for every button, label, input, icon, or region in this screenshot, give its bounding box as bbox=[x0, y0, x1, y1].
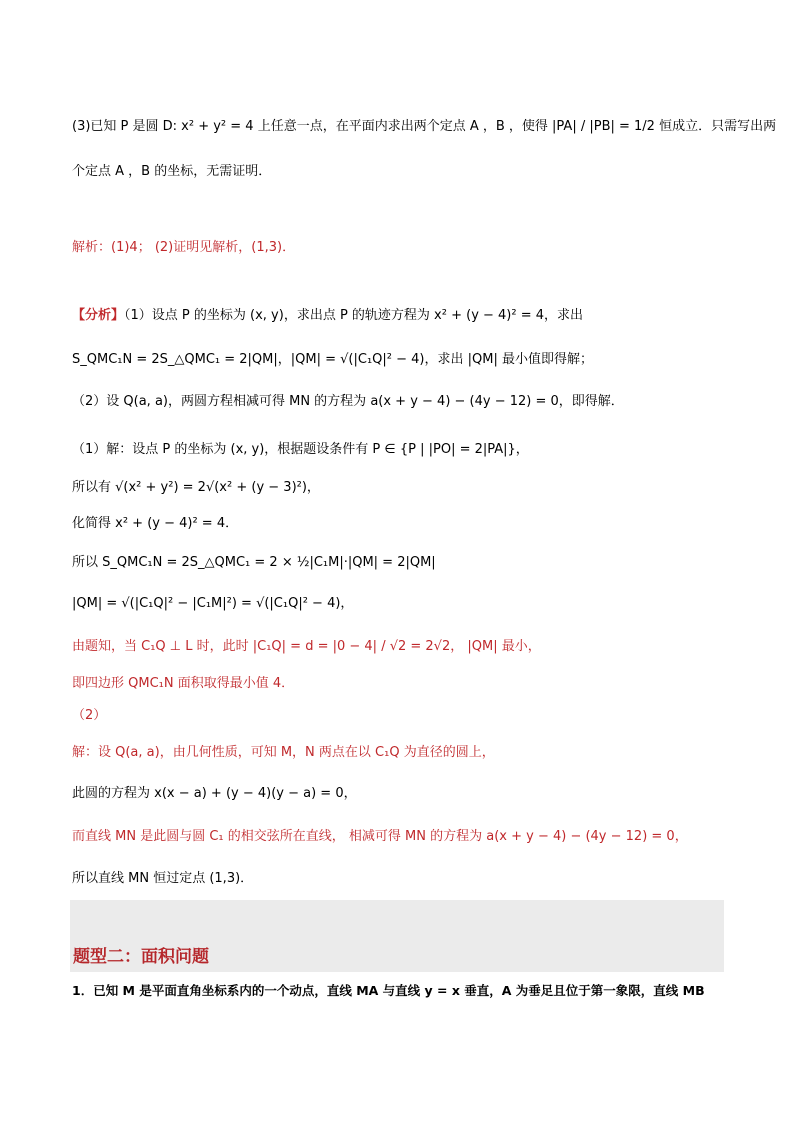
section-banner bbox=[70, 900, 724, 972]
question-1: 1．已知 M 是平面直角坐标系内的一个动点，直线 MA 与直线 y = x 垂直，A 为垂足且位于第一象限，直线 MB bbox=[72, 983, 705, 998]
analysis-text-1: （1）设点 P 的坐标为 (x, y)，求出点 P 的轨迹方程为 x² + (y − 4)² = 4，求出 bbox=[124, 308, 584, 323]
solution-line4: 所以 S_QMC₁N = 2S_△QMC₁ = 2 × ½|C₁M|·|QM| = 2|QM| bbox=[72, 555, 436, 570]
solution-line10: 此圆的方程为 x(x − a) + (y − 4)(y − a) = 0， bbox=[72, 786, 357, 801]
solution-line8: （2） bbox=[72, 708, 107, 723]
solution-line6: 由题知，当 C₁Q ⊥ L 时，此时 |C₁Q| = d = |0 − 4| / √2 = 2√2， |QM| 最小， bbox=[72, 639, 541, 654]
answer-text: (1)4； (2)证明见解析，(1,3)． bbox=[111, 240, 296, 255]
answer-line bbox=[72, 238, 295, 258]
solution-line5: |QM| = √(|C₁Q|² − |C₁M|²) = √(|C₁Q|² − 4)， bbox=[72, 596, 354, 611]
analysis-line3: （2）设 Q(a, a)，两圆方程相减可得 MN 的方程为 a(x + y − 4) − (4y − 12) = 0，即得解． bbox=[72, 394, 624, 409]
solution-line2: 所以有 √(x² + y²) = 2√(x² + (y − 3)²)， bbox=[72, 480, 320, 495]
analysis-line2: S_QMC₁N = 2S_△QMC₁ = 2|QM|，|QM| = √(|C₁Q|² − 4)，求出 |QM| 最小值即得解； bbox=[72, 352, 593, 367]
solution-line7: 即四边形 QMC₁N 面积取得最小值 4． bbox=[72, 676, 295, 691]
problem3-line1: (3)已知 P 是圆 D: x² + y² = 4 上任意一点，在平面内求出两个定点 A ，B ，使得 |PA| / |PB| = 1/2 恒成立．只需写出两 bbox=[72, 119, 777, 134]
section-title: 题型二：面积问题 bbox=[73, 947, 209, 967]
solution-line1: （1）解：设点 P 的坐标为 (x, y)，根据题设条件有 P ∈ {P | |PO| = 2|PA|}， bbox=[72, 442, 529, 457]
analysis-tag: 【分析】 bbox=[72, 308, 125, 323]
solution-line12: 所以直线 MN 恒过定点 (1,3)． bbox=[72, 871, 254, 886]
solution-line11: 而直线 MN 是此圆与圆 C₁ 的相交弦所在直线， 相减可得 MN 的方程为 a(x + y − 4) − (4y − 12) = 0， bbox=[72, 829, 688, 844]
analysis-line1 bbox=[72, 306, 583, 326]
solution-line9: 解：设 Q(a, a)，由几何性质，可知 M，N 两点在以 C₁Q 为直径的圆上， bbox=[72, 745, 495, 760]
solution-line3: 化简得 x² + (y − 4)² = 4． bbox=[72, 516, 239, 531]
answer-label: 解析： bbox=[72, 240, 112, 255]
problem3-line2: 个定点 A ，B 的坐标，无需证明． bbox=[72, 164, 272, 179]
